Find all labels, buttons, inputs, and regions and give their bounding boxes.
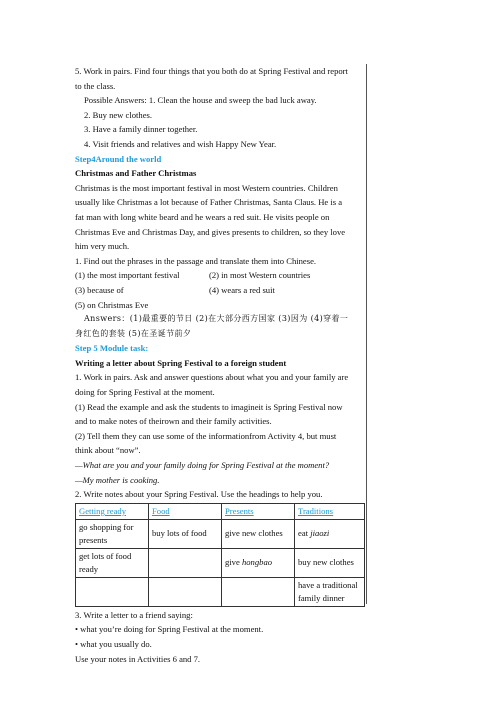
table-cell: have a traditional family dinner	[295, 577, 365, 606]
table-cell	[222, 577, 295, 606]
table-row	[76, 519, 365, 548]
table-cell: go shopping for presents	[76, 519, 149, 548]
task2-instruction: 2. Write notes about your Spring Festival. Use the headings to help you.	[75, 489, 323, 500]
step4-heading: Step4Around the world	[75, 153, 162, 164]
answers-line2: 身红色的套装 (5)在圣诞节前夕	[75, 328, 192, 338]
phrase-3: (3) because of	[75, 284, 124, 295]
step5-line: (1) Read the example and ask the students to imagineit is Spring Festival now	[75, 401, 343, 412]
table-cell: buy new clothes	[295, 548, 365, 577]
cell-italic-term: jiaozi	[310, 528, 330, 539]
cell-italic-term: hongbao	[241, 557, 273, 568]
table-cell	[149, 577, 222, 606]
task3-instruction: 3. Write a letter to a friend saying:	[75, 609, 193, 620]
table-cell	[76, 577, 149, 606]
passage-line: Christmas Eve and Christmas Day, and gives presents to children, so they love	[75, 226, 346, 237]
task5-line1: 5. Work in pairs. Find four things that you both do at Spring Festival and report	[75, 66, 348, 76]
step5-line: (2) Tell them they can use some of the informationfrom Activity 4, but must	[75, 430, 337, 441]
task5-line2: to the class.	[75, 80, 116, 91]
phrase-row	[75, 283, 365, 298]
table-cell	[295, 519, 365, 548]
step5-line: 1. Work in pairs. Ask and answer questions about what you and your family are	[75, 372, 349, 383]
passage-line: him very much.	[75, 241, 130, 252]
possible-answer-2: 2. Buy new clothes.	[84, 109, 153, 120]
passage-line: usually like Christmas a lot because of Father Christmas, Santa Claus. He is a	[75, 197, 343, 208]
phrase-4: (4) wears a red suit	[209, 284, 275, 295]
phrase-2: (2) in most Western countries	[209, 270, 311, 281]
step5-heading: Step 5 Module task:	[75, 343, 149, 354]
dialog-question: —What are you and your family doing for Spring Festival at the moment?	[75, 460, 330, 471]
table-cell: get lots of food ready	[76, 548, 149, 577]
table-cell	[222, 548, 295, 577]
table-cell: buy lots of food	[149, 519, 222, 548]
passage-line: fat man with long white beard and he wears a red suit. He visits people on	[75, 211, 330, 222]
bullet-item: • what you usually do.	[75, 639, 152, 649]
phrase-1: (1) the most important festival	[75, 270, 180, 281]
table-header-row	[76, 503, 365, 519]
module-task-title: Writing a letter about Spring Festival to a foreign student	[75, 357, 287, 368]
header-food: Food	[149, 503, 222, 519]
table-cell: give new clothes	[222, 519, 295, 548]
document-page	[75, 64, 365, 666]
phrase-5: (5) on Christmas Eve	[75, 299, 149, 310]
passage-title: Christmas and Father Christmas	[75, 168, 197, 179]
dialog-answer: —My mother is cooking.	[75, 474, 160, 485]
table-row	[76, 577, 365, 606]
margin-rule	[366, 64, 367, 604]
table-cell	[149, 548, 222, 577]
possible-answer-3: 3. Have a family dinner together.	[84, 124, 198, 135]
header-getting-ready: Getting ready	[76, 503, 149, 519]
phrase-row	[75, 268, 365, 283]
step5-line: and to make notes of theirown and their family activities.	[75, 416, 272, 427]
notes-table	[75, 503, 365, 607]
header-traditions: Traditions	[295, 503, 365, 519]
task1-instruction: 1. Find out the phrases in the passage and translate them into Chinese.	[75, 255, 317, 266]
passage-line: Christmas is the most important festival in most Western countries. Children	[75, 182, 338, 193]
answers-line1: Answers：(1)最重要的节日 (2)在大部分西方国家 (3)因为 (4)穿着一	[84, 314, 349, 324]
closing-line: Use your notes in Activities 6 and 7.	[75, 653, 201, 664]
possible-answer-4: 4. Visit friends and relatives and wish Happy New Year.	[84, 138, 277, 149]
header-presents: Presents	[222, 503, 295, 519]
step5-line: doing for Spring Festival at the moment.	[75, 387, 215, 398]
cell-text: eat	[298, 528, 309, 539]
cell-text: give	[225, 557, 240, 568]
step5-line: think about “now”.	[75, 445, 141, 456]
bullet-item: • what you’re doing for Spring Festival at the moment.	[75, 624, 264, 635]
possible-answer-1: Possible Answers: 1. Clean the house and sweep the bad luck away.	[84, 95, 317, 106]
table-row	[76, 548, 365, 577]
